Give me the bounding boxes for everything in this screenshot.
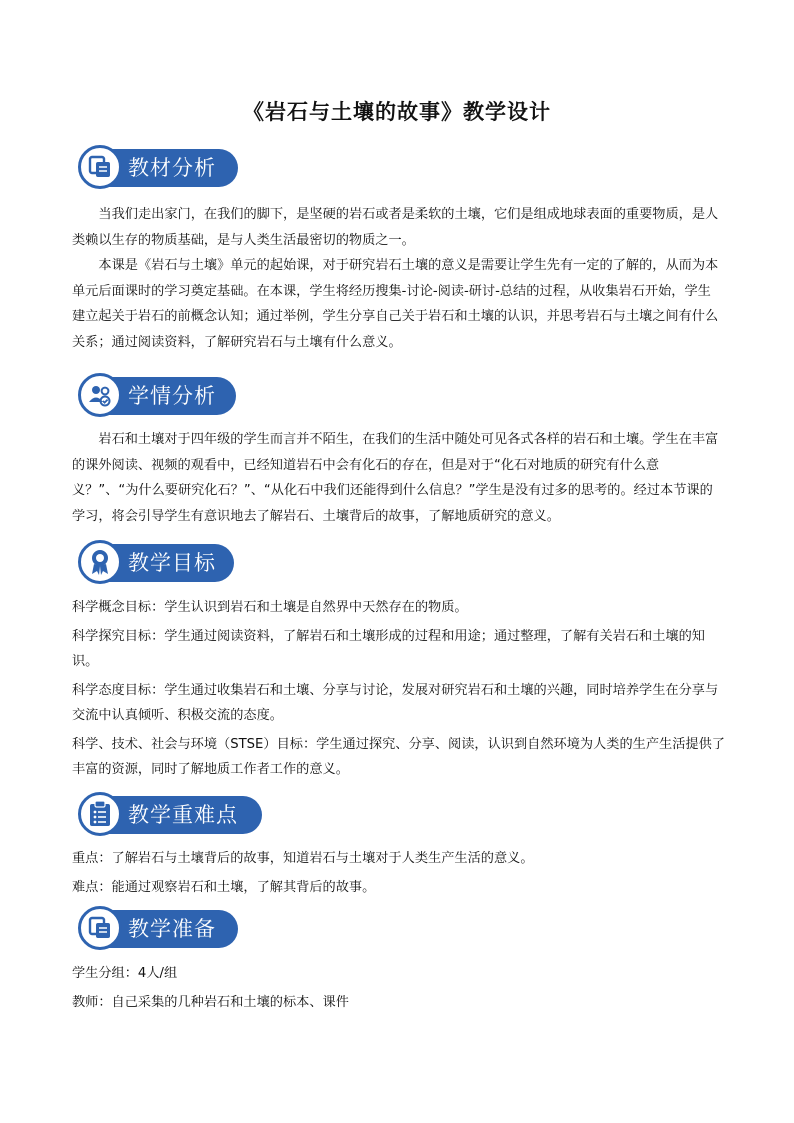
section-heading-preparation	[78, 906, 238, 952]
section-heading-label: 教材分析	[128, 156, 216, 180]
section-heading-materials	[78, 145, 238, 191]
section-heading-label: 教学准备	[128, 917, 216, 941]
section-heading-students	[78, 373, 238, 419]
paragraph: 岩石和土壤对于四年级的学生而言并不陌生，在我们的生活中随处可见各式各样的岩石和土壤。学生在丰富的课外阅读、视频的观看中，已经知道岩石中会有化石的存在，但是对于“化石对地质的研究有什么意义？”、“为什么要研究化石？”、“从化石中我们还能得到什么信息？”学生是没有过多的思考的。经过本节课的学习，将会引导学生有意识地去了解岩石、土壤背后的故事，了解地质研究的意义。	[72, 432, 719, 524]
section-body-preparation	[72, 961, 722, 1018]
section-body-keypoints	[72, 846, 722, 903]
preparation-item: 教师：自己采集的几种岩石和土壤的标本、课件	[72, 994, 349, 1010]
preparation-item: 学生分组：4人/组	[72, 966, 178, 981]
clipboard-list-icon	[88, 800, 112, 828]
goal-item: 科学概念目标：学生认识到岩石和土壤是自然界中天然存在的物质。	[72, 600, 468, 615]
goal-item: 科学态度目标：学生通过收集岩石和土壤、分享与讨论，发展对研究岩石和土壤的兴趣，同时培养学生在分享与交流中认真倾听、积极交流的态度。	[72, 682, 719, 723]
goal-item: 科学、技术、社会与环境（STSE）目标：学生通过探究、分享、阅读，认识到自然环境为人类的生产生活提供了丰富的资源，同时了解地质工作者工作的意义。	[72, 736, 725, 777]
keypoint-item: 难点：能通过观察岩石和土壤，了解其背后的故事。	[72, 879, 376, 895]
paragraph: 本课是《岩石与土壤》单元的起始课，对于研究岩石土壤的意义是需要让学生先有一定的了解的，从而为本单元后面课时的学习奠定基础。在本课，学生将经历搜集-讨论-阅读-研讨-总结的过程，从收集岩石开始，学生建立起关于岩石的前概念认知；通过举例，学生分享自己关于岩石和土壤的认识，并思考岩石与土壤之间有什么关系；通过阅读资料，了解研究岩石与土壤有什么意义。	[72, 258, 719, 350]
keypoint-item: 重点：了解岩石与土壤背后的故事，知道岩石与土壤对于人类生产生活的意义。	[72, 851, 534, 866]
people-icon	[86, 381, 114, 409]
document-title: 《岩石与土壤的故事》教学设计	[243, 99, 551, 124]
section-heading-keypoints	[78, 792, 268, 838]
section-heading-label: 学情分析	[128, 384, 216, 408]
section-body-goals	[72, 595, 726, 786]
section-heading-label: 教学目标	[128, 551, 216, 575]
award-ribbon-icon	[87, 548, 113, 576]
documents-icon	[87, 154, 113, 180]
section-heading-goals	[78, 540, 238, 586]
section-body-students	[72, 427, 722, 529]
documents-icon	[87, 915, 113, 941]
section-heading-label: 教学重难点	[128, 803, 238, 827]
goal-item: 科学探究目标：学生通过阅读资料，了解岩石和土壤形成的过程和用途；通过整理，了解有关岩石和土壤的知识。	[72, 628, 705, 669]
section-body-materials	[72, 202, 722, 355]
paragraph: 当我们走出家门，在我们的脚下，是坚硬的岩石或者是柔软的土壤，它们是组成地球表面的重要物质，是人类赖以生存的物质基础，是与人类生活最密切的物质之一。	[72, 207, 719, 248]
